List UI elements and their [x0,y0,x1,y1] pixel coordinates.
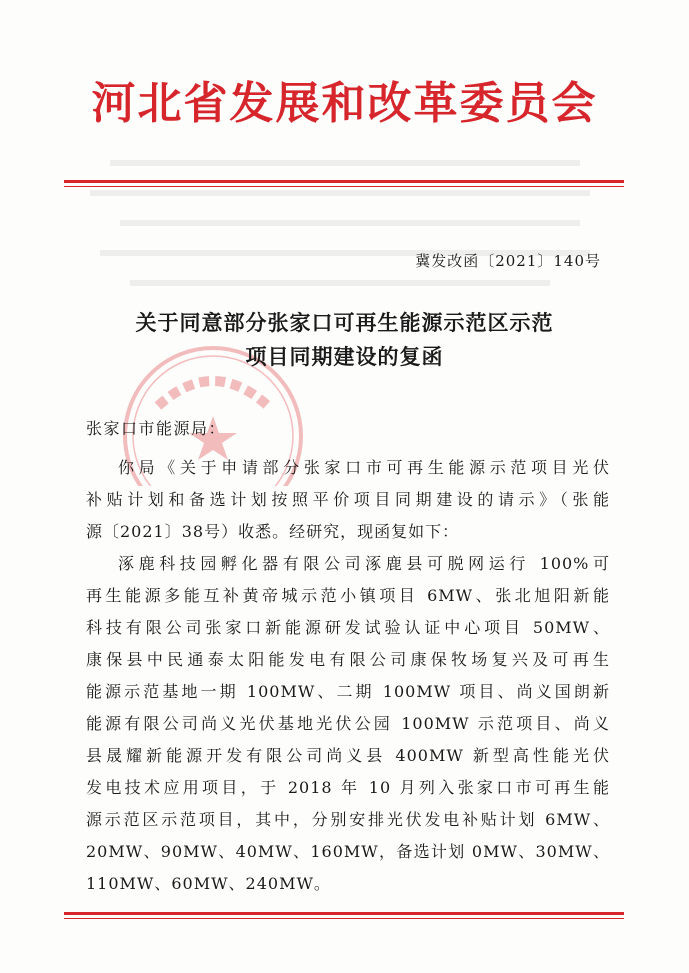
header-red-rule-thin [64,186,624,187]
text-line: 再生能源多能互补黄帝城示范小镇项目 6MW、张北旭阳新能 [86,586,610,605]
bleed-through-text [90,150,610,300]
text-line: 补贴计划和备选计划按照平价项目同期建设的请示》（张能 [86,490,610,509]
header-red-rule [64,180,624,183]
document-title-line-2: 项目同期建设的复函 [245,344,444,369]
footer-red-rule [64,912,624,915]
document-number: 冀发改函〔2021〕140号 [415,252,601,270]
bleed-through-lines-icon [90,150,610,300]
text-line: 科技有限公司张家口新能源研发试验认证中心项目 50MW、 [86,618,610,637]
text-line: 20MW、90MW、40MW、160MW，备选计划 0MW、30MW、 [86,842,610,861]
body-paragraph-2 [86,548,610,900]
body-paragraph-1 [86,452,610,548]
recipient: 张家口市能源局： [86,419,227,438]
footer-red-rule-thin [64,918,624,919]
text-line: 你局《关于申请部分张家口市可再生能源示范项目光伏 [118,458,610,477]
organization-header: 河北省发展和改革委员会 [91,78,598,129]
text-line: 发电技术应用项目，于 2018 年 10 月列入张家口市可再生能 [86,778,610,797]
text-line: 110MW、60MW、240MW。 [86,874,331,893]
document-title-line-1: 关于同意部分张家口可再生能源示范区示范 [135,310,554,335]
text-line: 源示范区示范项目，其中，分别安排光伏发电补贴计划 6MW、 [86,810,610,829]
text-line: 康保县中民通泰太阳能发电有限公司康保牧场复兴及可再生 [86,650,610,669]
text-line: 源〔2021〕38号）收悉。经研究，现函复如下： [86,522,460,541]
text-line: 能源示范基地一期 100MW、二期 100MW 项目、尚义国朗新 [86,682,610,701]
text-line: 县晟耀新能源开发有限公司尚义县 400MW 新型高性能光伏 [86,746,610,765]
text-line: 能源有限公司尚义光伏基地光伏公园 100MW 示范项目、尚义 [86,714,610,733]
text-line: 涿鹿科技园孵化器有限公司涿鹿县可脱网运行 100%可 [118,554,610,573]
document-title [0,306,689,374]
